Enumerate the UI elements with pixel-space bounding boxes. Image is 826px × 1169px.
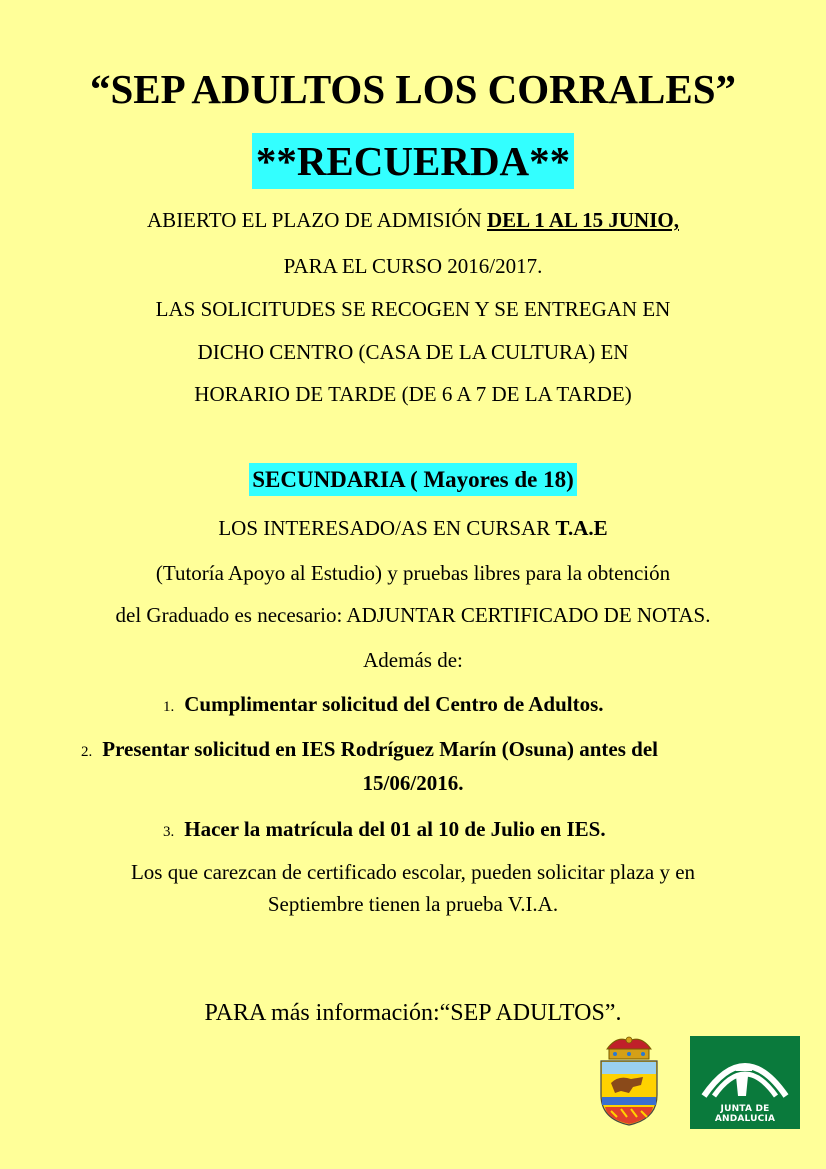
tae-label: T.A.E: [555, 516, 608, 540]
admission-dates: DEL 1 AL 15 JUNIO,: [487, 208, 679, 232]
secundaria-heading: SECUNDARIA ( Mayores de 18): [249, 463, 577, 496]
ademas-line: Además de:: [363, 648, 463, 672]
municipal-crest-icon: [597, 1035, 661, 1127]
page-title: “SEP ADULTOS LOS CORRALES”: [90, 66, 736, 112]
secundaria-banner: [0, 463, 826, 496]
list-number: 3.: [163, 824, 175, 840]
course-line: PARA EL CURSO 2016/2017.: [283, 254, 543, 278]
interested-prefix: LOS INTERESADO/AS EN CURSAR: [218, 516, 556, 540]
list-item-continuation: 15/06/2016.: [362, 771, 464, 795]
list-item: [163, 686, 604, 725]
junta-emblem-icon: [690, 1036, 800, 1106]
list-item: [163, 811, 606, 850]
admission-prefix: ABIERTO EL PLAZO DE ADMISIÓN: [147, 208, 487, 232]
list-number: 2.: [81, 744, 93, 760]
junta-andalucia-logo: [690, 1036, 800, 1129]
schedule-line: HORARIO DE TARDE (DE 6 A 7 DE LA TARDE): [194, 382, 632, 406]
applications-line: LAS SOLICITUDES SE RECOGEN Y SE ENTREGAN EN: [155, 297, 671, 321]
junta-text: JUNTA DE ANDALUCIA: [714, 1104, 776, 1124]
graduado-line: del Graduado es necesario: ADJUNTAR CERTIFICADO DE NOTAS.: [115, 603, 711, 627]
recuerda-heading: **RECUERDA**: [252, 133, 574, 189]
admission-line: [0, 205, 826, 235]
tutoria-line: (Tutoría Apoyo al Estudio) y pruebas libres para la obtención: [155, 561, 671, 585]
note-line: Los que carezcan de certificado escolar, pueden solicitar plaza y en: [130, 860, 696, 884]
list-number: 1.: [163, 699, 175, 715]
center-line: DICHO CENTRO (CASA DE LA CULTURA) EN: [197, 340, 629, 364]
recuerda-banner: [0, 133, 826, 189]
list-text: Cumplimentar solicitud del Centro de Adultos.: [184, 692, 604, 716]
note-line: Septiembre tienen la prueba V.I.A.: [267, 892, 559, 916]
info-line: PARA más información:“SEP ADULTOS”.: [204, 1000, 622, 1026]
interested-line: [0, 513, 826, 543]
list-text: Hacer la matrícula del 01 al 10 de Julio en IES.: [184, 817, 606, 841]
list-text: Presentar solicitud en IES Rodríguez Marín (Osuna) antes del: [102, 737, 658, 761]
